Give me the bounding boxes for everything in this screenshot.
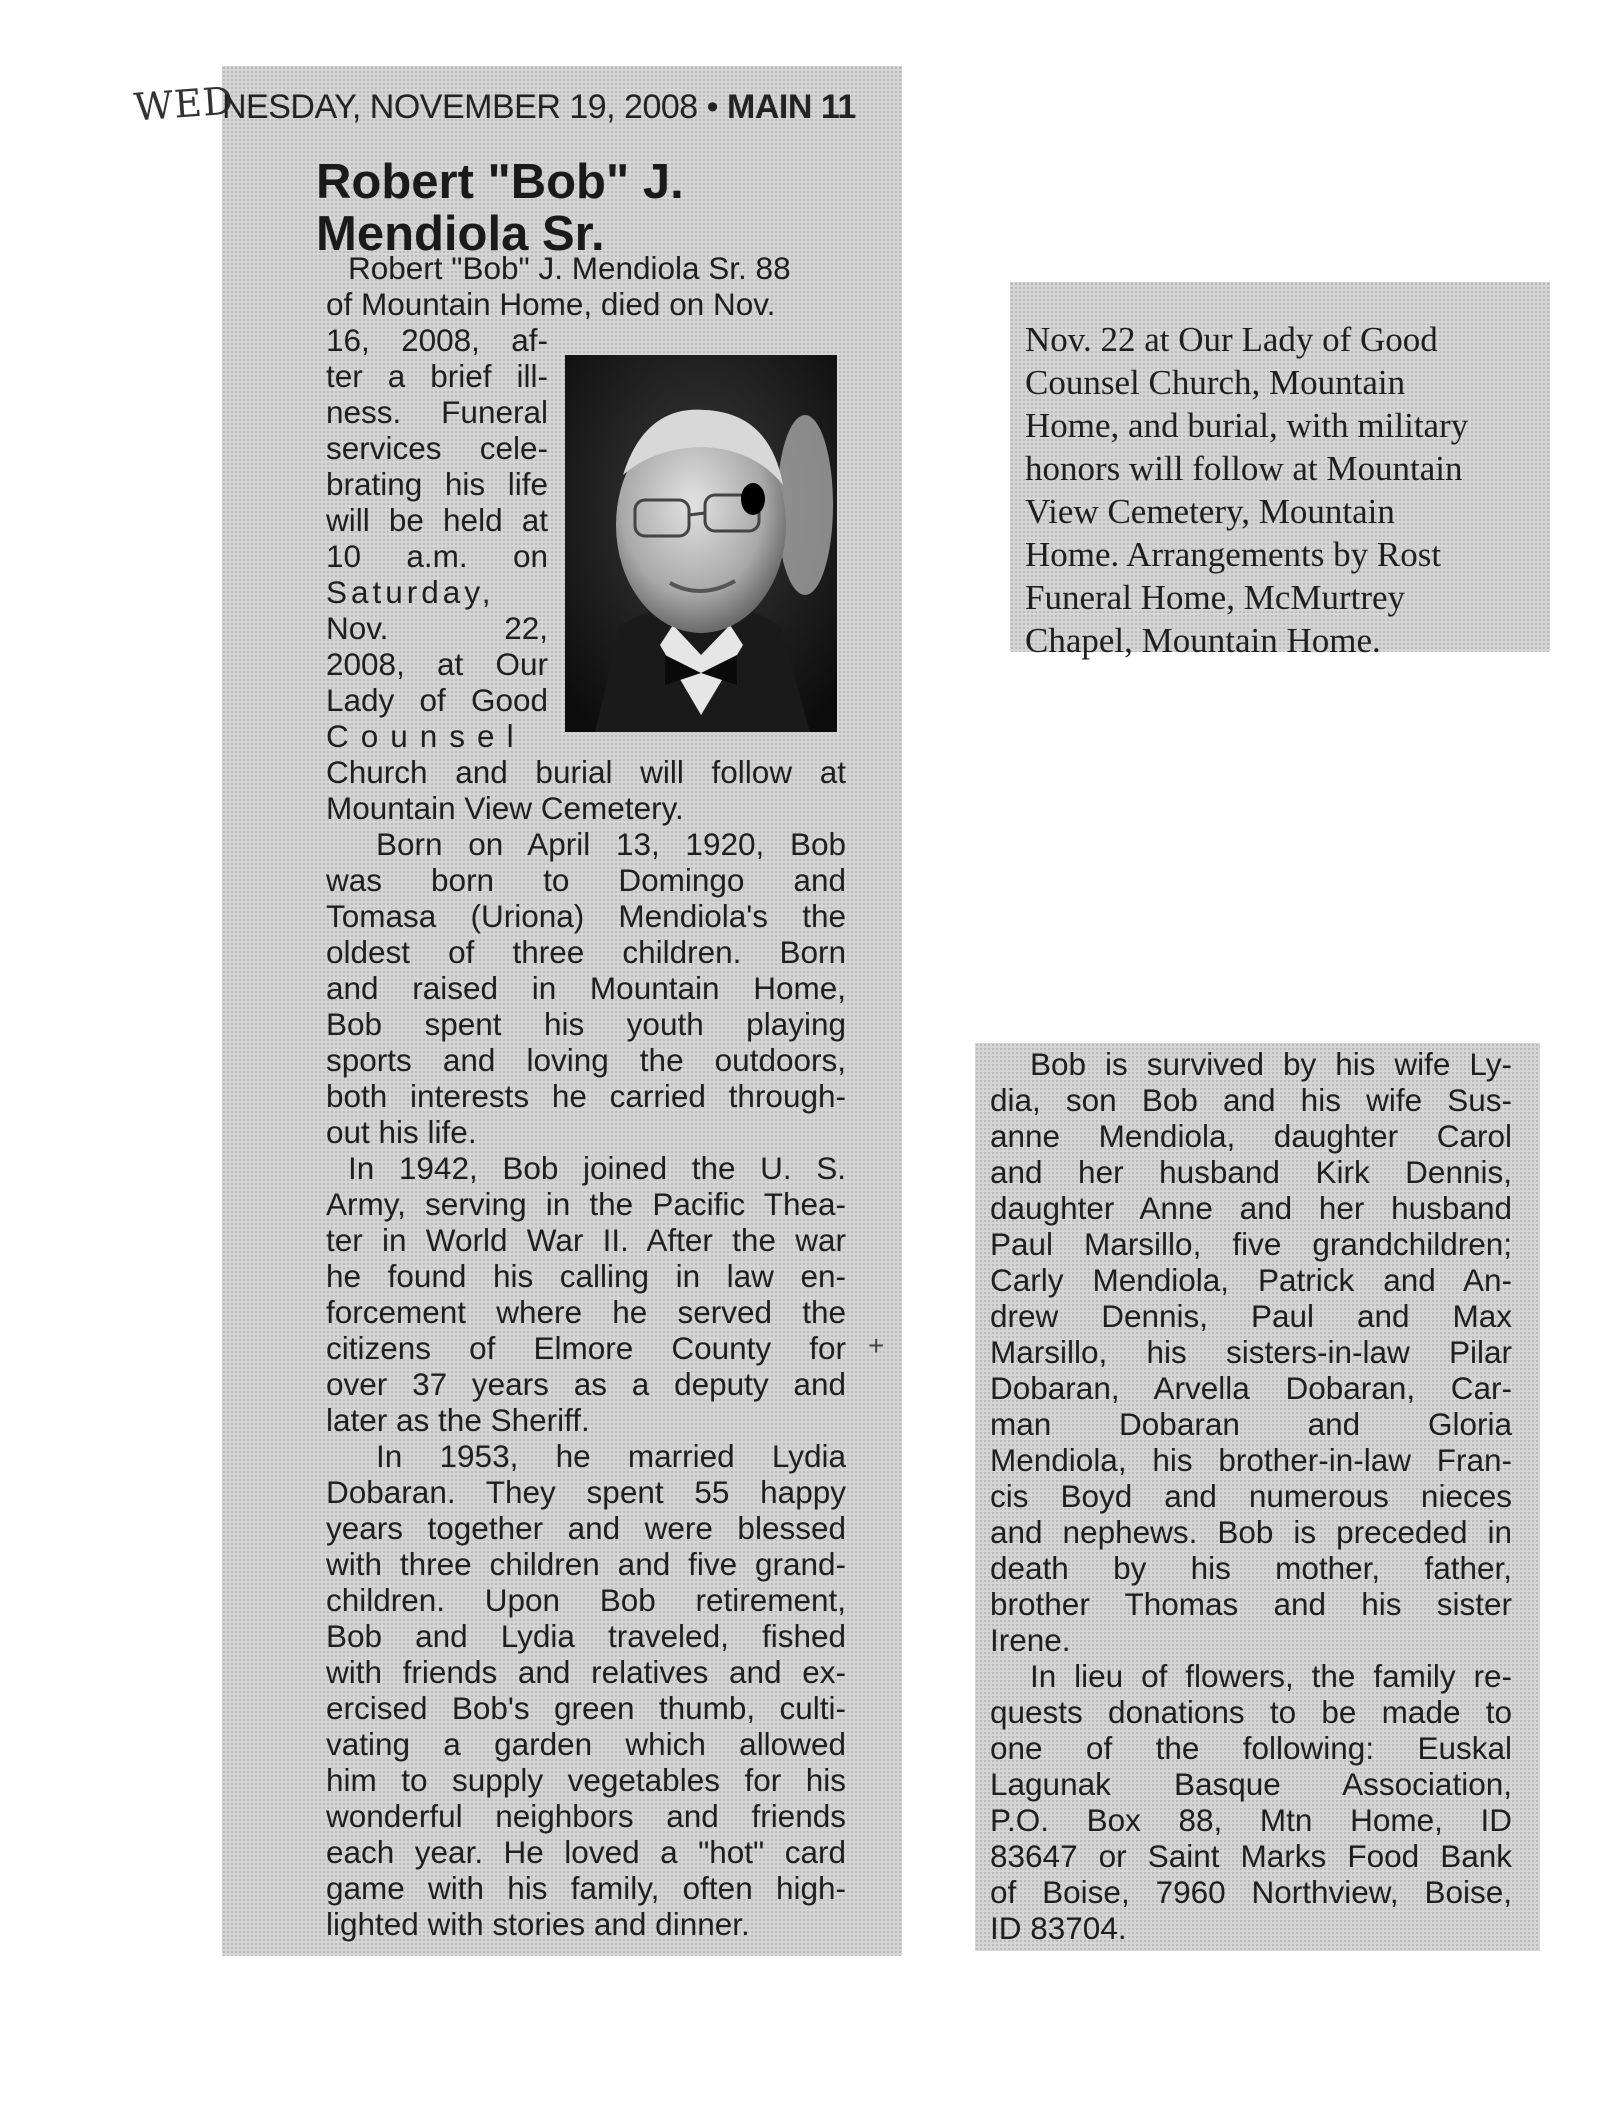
body-line: Bob spent his youth playing bbox=[326, 1006, 846, 1042]
body-line: game with his family, often high- bbox=[326, 1870, 846, 1906]
body-line: Church and burial will follow at bbox=[326, 754, 846, 790]
body-line: ter in World War II. After the war bbox=[326, 1222, 846, 1258]
body-line: Paul Marsillo, five grandchildren; bbox=[990, 1226, 1512, 1262]
body-line: vating a garden which allowed bbox=[326, 1726, 846, 1762]
main-column-body bbox=[326, 754, 846, 1942]
body-line: Carly Mendiola, Patrick and An- bbox=[990, 1262, 1512, 1298]
body-line: lighted with stories and dinner. bbox=[326, 1906, 750, 1942]
body-line: Mountain View Cemetery. bbox=[326, 790, 684, 826]
body-line: and raised in Mountain Home, bbox=[326, 970, 846, 1006]
body-line: cis Boyd and numerous nieces bbox=[990, 1478, 1512, 1514]
body-line: Irene. bbox=[990, 1622, 1071, 1658]
body-line: Chapel, Mountain Home. bbox=[1025, 621, 1381, 660]
body-line: Bob is survived by his wife Ly- bbox=[1030, 1046, 1512, 1082]
body-line: Mendiola, his brother-in-law Fran- bbox=[990, 1442, 1512, 1478]
body-line: both interests he carried through- bbox=[326, 1078, 846, 1114]
body-line: forcement where he served the bbox=[326, 1294, 846, 1330]
body-line: 16, 2008, af- bbox=[326, 322, 548, 358]
body-line: Funeral Home, McMurtrey bbox=[1025, 578, 1406, 617]
body-line: Nov. 22 at Our Lady of Good bbox=[1025, 320, 1438, 359]
body-line: him to supply vegetables for his bbox=[326, 1762, 846, 1798]
portrait-illustration bbox=[565, 355, 837, 732]
body-line: In lieu of flowers, the family re- bbox=[1030, 1658, 1512, 1694]
body-line: Dobaran, Arvella Dobaran, Car- bbox=[990, 1370, 1512, 1406]
body-line: Home, and burial, with military bbox=[1025, 406, 1469, 445]
body-line: was born to Domingo and bbox=[326, 862, 846, 898]
body-line: children. Upon Bob retirement, bbox=[326, 1582, 846, 1618]
dateline bbox=[222, 88, 856, 127]
body-line: anne Mendiola, daughter Carol bbox=[990, 1118, 1512, 1154]
body-line: wonderful neighbors and friends bbox=[326, 1798, 846, 1834]
body-line: 2008, at Our bbox=[326, 646, 548, 682]
headline-line: Robert "Bob" J. bbox=[316, 155, 684, 209]
body-line: View Cemetery, Mountain bbox=[1025, 492, 1395, 531]
body-line: Saturday, bbox=[326, 574, 495, 610]
body-line: of Boise, 7960 Northview, Boise, bbox=[990, 1874, 1512, 1910]
obituary-headline bbox=[316, 156, 684, 260]
headline-line: Mendiola Sr. bbox=[316, 207, 605, 261]
body-line: Tomasa (Uriona) Mendiola's the bbox=[326, 898, 846, 934]
body-line: and her husband Kirk Dennis, bbox=[990, 1154, 1512, 1190]
body-line: services cele- bbox=[326, 430, 548, 466]
body-line: ness. Funeral bbox=[326, 394, 548, 430]
body-line: will be held at bbox=[326, 502, 548, 538]
body-line: ercised Bob's green thumb, culti- bbox=[326, 1690, 846, 1726]
body-line: Counsel bbox=[326, 718, 526, 754]
body-line: dia, son Bob and his wife Sus- bbox=[990, 1082, 1512, 1118]
body-line: later as the Sheriff. bbox=[326, 1402, 590, 1438]
main-column-top bbox=[326, 250, 846, 322]
body-line: death by his mother, father, bbox=[990, 1550, 1512, 1586]
body-line: with three children and five grand- bbox=[326, 1546, 846, 1582]
body-line: years together and were blessed bbox=[326, 1510, 846, 1546]
body-line: with friends and relatives and ex- bbox=[326, 1654, 846, 1690]
body-line: In 1942, Bob joined the U. S. bbox=[348, 1150, 846, 1186]
dateline-separator: • bbox=[706, 88, 719, 126]
body-line: In 1953, he married Lydia bbox=[376, 1438, 846, 1474]
body-line: brother Thomas and his sister bbox=[990, 1586, 1512, 1622]
handwritten-annotation: WED bbox=[132, 78, 236, 130]
body-line: ID 83704. bbox=[990, 1910, 1127, 1946]
body-line: of Mountain Home, died on Nov. bbox=[326, 286, 776, 322]
body-line: oldest of three children. Born bbox=[326, 934, 846, 970]
body-line: Nov. 22, bbox=[326, 610, 548, 646]
body-line: Lagunak Basque Association, bbox=[990, 1766, 1512, 1802]
body-line: Dobaran. They spent 55 happy bbox=[326, 1474, 846, 1510]
body-line: each year. He loved a "hot" card bbox=[326, 1834, 846, 1870]
body-line: citizens of Elmore County for bbox=[326, 1330, 846, 1366]
body-line: Born on April 13, 1920, Bob bbox=[376, 826, 846, 862]
body-line: one of the following: Euskal bbox=[990, 1730, 1512, 1766]
top-right-column bbox=[1025, 318, 1545, 662]
body-line: sports and loving the outdoors, bbox=[326, 1042, 846, 1078]
body-line: Robert "Bob" J. Mendiola Sr. 88 bbox=[348, 250, 791, 286]
body-line: honors will follow at Mountain bbox=[1025, 449, 1463, 488]
body-line: Home. Arrangements by Rost bbox=[1025, 535, 1442, 574]
body-line: over 37 years as a deputy and bbox=[326, 1366, 846, 1402]
body-line: he found his calling in law en- bbox=[326, 1258, 846, 1294]
body-line: Marsillo, his sisters-in-law Pilar bbox=[990, 1334, 1512, 1370]
dateline-date: NESDAY, NOVEMBER 19, 2008 bbox=[222, 88, 698, 126]
main-column-narrow bbox=[326, 322, 548, 754]
body-line: Bob and Lydia traveled, fished bbox=[326, 1618, 846, 1654]
body-line: Army, serving in the Pacific Thea- bbox=[326, 1186, 846, 1222]
body-line: man Dobaran and Gloria bbox=[990, 1406, 1512, 1442]
bottom-right-column bbox=[990, 1046, 1512, 1946]
body-line: Counsel Church, Mountain bbox=[1025, 363, 1406, 402]
body-line: ter a brief ill- bbox=[326, 358, 548, 394]
body-line: and nephews. Bob is preceded in bbox=[990, 1514, 1512, 1550]
body-line: drew Dennis, Paul and Max bbox=[990, 1298, 1512, 1334]
body-line: 10 a.m. on bbox=[326, 538, 548, 574]
body-line: 83647 or Saint Marks Food Bank bbox=[990, 1838, 1512, 1874]
body-line: daughter Anne and her husband bbox=[990, 1190, 1512, 1226]
body-line: P.O. Box 88, Mtn Home, ID bbox=[990, 1802, 1512, 1838]
portrait-photo bbox=[565, 355, 837, 732]
body-line: quests donations to be made to bbox=[990, 1694, 1512, 1730]
dateline-section: MAIN 11 bbox=[727, 88, 856, 126]
body-line: Lady of Good bbox=[326, 682, 548, 718]
body-line: brating his life bbox=[326, 466, 548, 502]
stray-plus-mark: + bbox=[868, 1330, 885, 1361]
body-line: out his life. bbox=[326, 1114, 477, 1150]
